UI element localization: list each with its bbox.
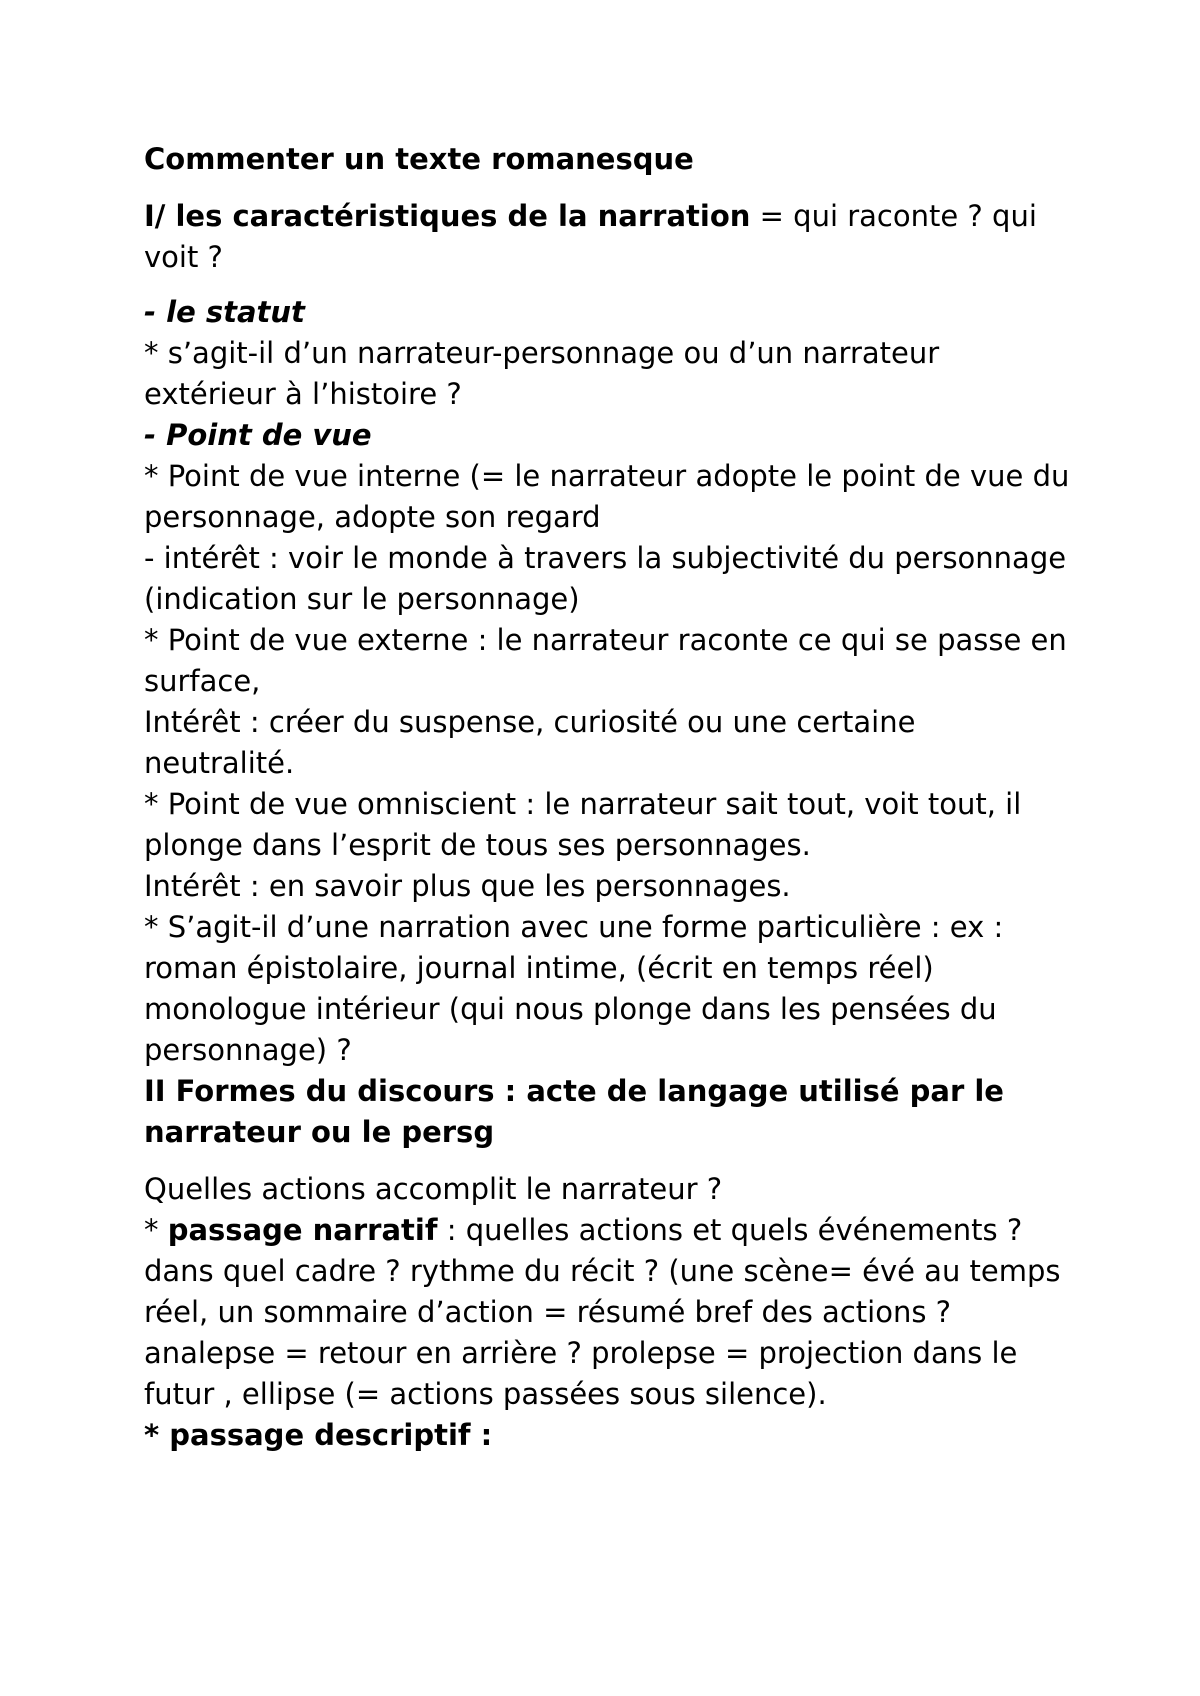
section-1-heading <box>144 196 1074 278</box>
statut-label: - le statut <box>144 295 305 329</box>
page-title: Commenter un texte romanesque <box>144 142 694 176</box>
point-de-vue-interne-interet: - intérêt : voir le monde à travers la subjectivité du personnage (indication sur le personnage) <box>144 541 1067 616</box>
section-2-heading: II Formes du discours : acte de langage utilisé par le narrateur ou le persg <box>144 1074 1004 1149</box>
narration-forme-particuliere: * S’agit-il d’une narration avec une forme particulière : ex : roman épistolaire, journal intime, (écrit en temps réel) monologue intérieur (qui nous plonge dans les pensées du personnage) ? <box>144 910 1004 1067</box>
point-de-vue-label: - Point de vue <box>144 418 372 452</box>
passage-narratif <box>144 1210 1074 1415</box>
point-de-vue-omniscient: * Point de vue omniscient : le narrateur sait tout, voit tout, il plonge dans l’esprit de tous ses personnages. <box>144 787 1022 862</box>
point-de-vue-omniscient-interet: Intérêt : en savoir plus que les personnages. <box>144 869 791 903</box>
passage-descriptif: * passage descriptif : <box>144 1418 493 1452</box>
actions-question: Quelles actions accomplit le narrateur ? <box>144 1172 723 1206</box>
section-1-heading-rest: = qui raconte ? qui voit ? <box>144 199 1037 274</box>
point-de-vue-externe-interet: Intérêt : créer du suspense, curiosité ou une certaine neutralité. <box>144 705 916 780</box>
passage-narratif-label: passage narratif <box>167 1213 438 1247</box>
point-de-vue-externe: * Point de vue externe : le narrateur raconte ce qui se passe en surface, <box>144 623 1067 698</box>
section-1-heading-bold: I/ les caractéristiques de la narration <box>144 199 751 233</box>
statut-question: * s’agit-il d’un narrateur-personnage ou d’un narrateur extérieur à l’histoire ? <box>144 336 940 411</box>
passage-narratif-text: : quelles actions et quels événements ? dans quel cadre ? rythme du récit ? (une scène= évé au temps réel, un sommaire d’action = résumé bref des actions ? analepse = retour en arrière ? prolepse = projection dans le futur , ellipse (= actions passées sous silence). <box>144 1213 1061 1411</box>
passage-narratif-bullet: * <box>144 1213 168 1247</box>
point-de-vue-interne: * Point de vue interne (= le narrateur adopte le point de vue du personnage, adopte son regard <box>144 459 1070 534</box>
document-body <box>144 139 1074 1456</box>
